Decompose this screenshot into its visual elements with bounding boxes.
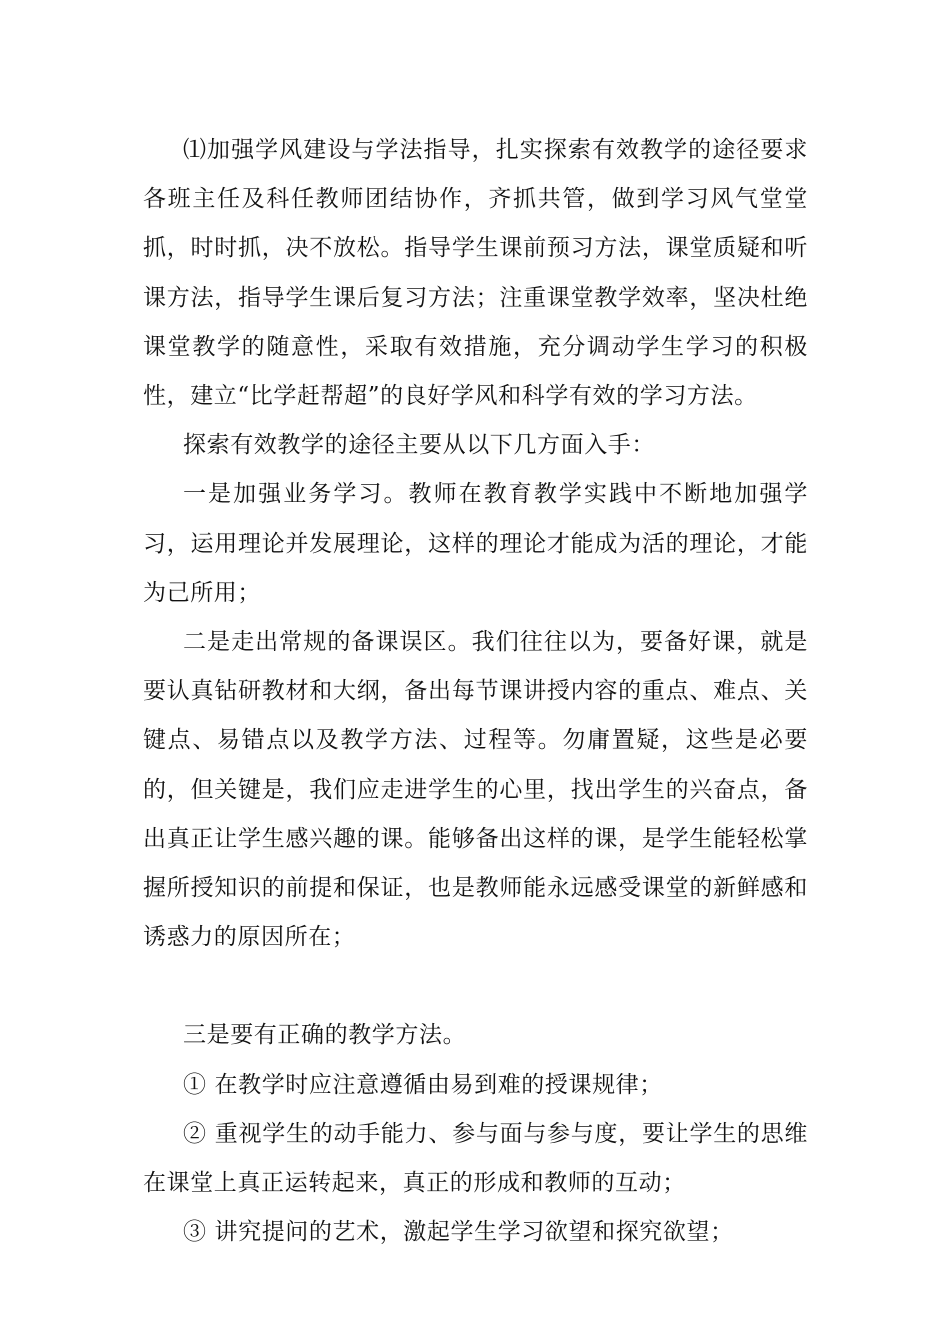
paragraph-point-three: 三是要有正确的教学方法。 (183, 1022, 467, 1049)
document-body (143, 126, 808, 1257)
paragraph-study-style: ⑴加强学风建设与学法指导，扎实探索有效教学的途径要求各班主任及科任教师团结协作，齐抓共管，做到学习风气堂堂抓，时时抓，决不放松。指导学生课前预习方法，课堂质疑和听课方法，指导学生课后复习方法；注重课堂教学效率，坚决杜绝课堂教学的随意性，采取有效措施，充分调动学生学习的积极性，建立“比学赶帮超”的良好学风和科学有效的学习方法。 (143, 137, 808, 410)
list-item-method-2: ② 重视学生的动手能力、参与面与参与度，要让学生的思维在课堂上真正运转起来，真正的形成和教师的互动； (143, 1120, 808, 1197)
paragraph-point-two: 二是走出常规的备课误区。我们往往以为，要备好课，就是要认真钻研教材和大纲，备出每节课讲授内容的重点、难点、关键点、易错点以及教学方法、过程等。勿庸置疑，这些是必要的，但关键是，我们应走进学生的心里，找出学生的兴奋点，备出真正让学生感兴趣的课。能够备出这样的课，是学生能轻松掌握所授知识的前提和保证，也是教师能永远感受课堂的新鲜感和诱惑力的原因所在； (143, 629, 808, 951)
paragraph-spacer (143, 962, 808, 1011)
paragraph-effective-teaching-intro: 探索有效教学的途径主要从以下几方面入手： (183, 432, 655, 459)
list-item-method-3: ③ 讲究提问的艺术，激起学生学习欲望和探究欲望； (183, 1219, 734, 1246)
list-item-method-1: ① 在教学时应注意遵循由易到难的授课规律； (183, 1071, 663, 1098)
paragraph-point-one: 一是加强业务学习。教师在教育教学实践中不断地加强学习，运用理论并发展理论，这样的理论才能成为活的理论，才能为己所用； (143, 481, 808, 606)
